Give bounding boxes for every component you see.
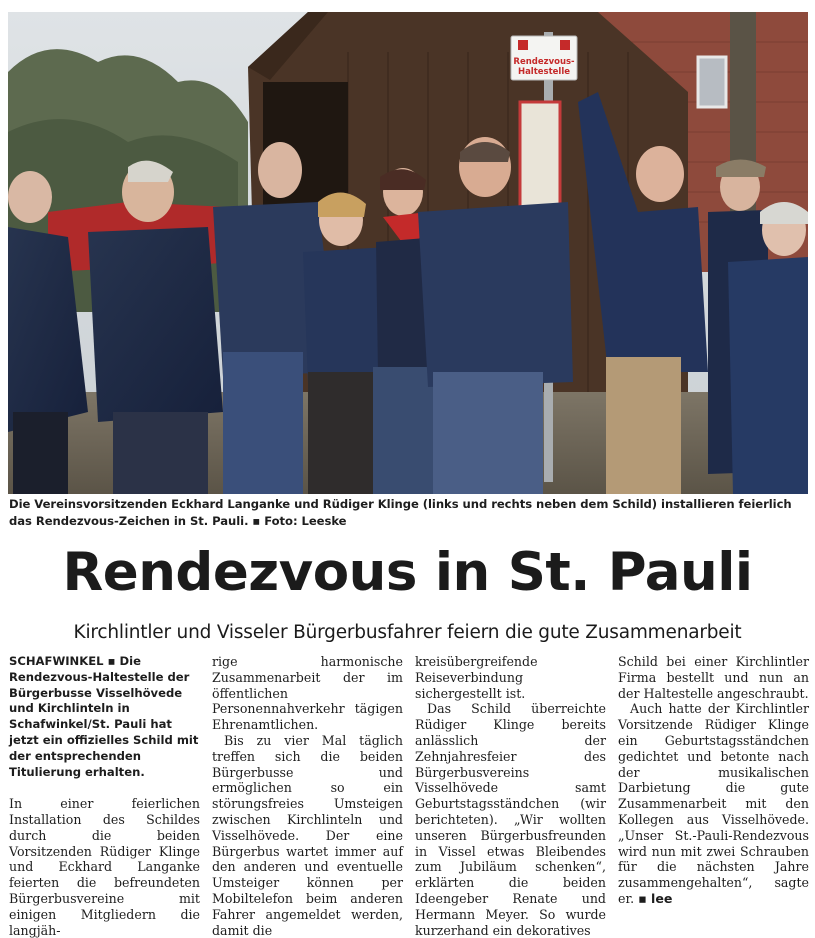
article-column-2 — [212, 654, 403, 938]
article-headline: Rendezvous in St. Pauli — [62, 542, 753, 603]
article-paragraph: Schild bei einer Kirchlintler Firma bestellt und nun an der Haltestelle angeschraubt. — [618, 654, 809, 701]
article-paragraph: Das Schild überreichte Rüdiger Klinge bereits anlässlich der Zehnjahresfeier des Bürgerbusvereins Visselhövede samt Geburtstagsständchen (wir berichteten). „Wir wollten unseren Bürgerbusfreunden in Vissel etwas Bleibendes zum Jubiläum schenken“, erklärten die beiden Ideengeber Renate und Hermann Meyer. So wurde kurzerhand ein dekoratives — [415, 701, 606, 938]
article-paragraph-text: Auch hatte der Kirchlintler Vorsitzende Rüdiger Klinge ein Geburtstagsständchen gedichtet und betonte nach der musikalischen Darbietung die gute Zusammenarbeit mit den Kollegen aus Visselhövede. „Unser St.-Pauli-Rendezvous wird nun mit zwei Schrauben für die nächsten Jahre zusammengehalten“, sagte er. — [618, 701, 809, 906]
article-paragraph: kreisübergreifende Reiseverbindung sichergestellt ist. — [415, 654, 538, 701]
article-paragraph: In einer feierlichen Installation des Schildes durch die beiden Vorsitzenden Rüdiger Klinge und Eckhard Langanke feierten die befreundeten Bürgerbusvereine mit einigen Mitgliedern die langjäh- — [9, 796, 200, 938]
svg-text:Haltestelle: Haltestelle — [517, 67, 571, 77]
article-column-4 — [618, 654, 809, 906]
group-photo-illustration — [8, 12, 808, 494]
article-photo — [8, 12, 808, 494]
article-column-1 — [9, 654, 200, 938]
svg-text:Rendezvous-: Rendezvous- — [513, 57, 575, 67]
article-paragraph: Bis zu vier Mal täglich treffen sich die beiden Bürgerbusse und ermöglichen so ein störungsfreies Umsteigen zwischen Kirchlinteln und Visselhövede. Der eine Bürgerbus wartet immer auf den anderen und eventuelle Umsteiger können per Mobiltelefon beim anderen Fahrer angemeldet werden, damit die — [212, 732, 403, 938]
photo-caption: Die Vereinsvorsitzenden Eckhard Langanke und Rüdiger Klinge (links und rechts neben dem Schild) installieren feierlich das Rendezvous-Zeichen in St. Pauli. ▪ Foto: Leeske — [9, 497, 792, 528]
article-column-3 — [415, 654, 606, 938]
article-lead: SCHAFWINKEL ▪ Die Rendezvous-Haltestelle der Bürgerbusse Visselhövede und Kirchlinteln in Schafwinkel/St. Pauli hat jetzt ein offizielles Schild mit der entsprechenden Titulierung erhalten. — [9, 654, 199, 779]
article-paragraph — [618, 701, 809, 906]
article-subheadline: Kirchlintler und Visseler Bürgerbusfahrer feiern die gute Zusammenarbeit — [73, 622, 742, 643]
article-body — [9, 654, 809, 938]
author-signature: ▪ lee — [638, 890, 673, 906]
article-paragraph: rige harmonische Zusammenarbeit der im öffentlichen Personennahverkehr tägigen Ehrenamtlichen. — [212, 654, 403, 733]
